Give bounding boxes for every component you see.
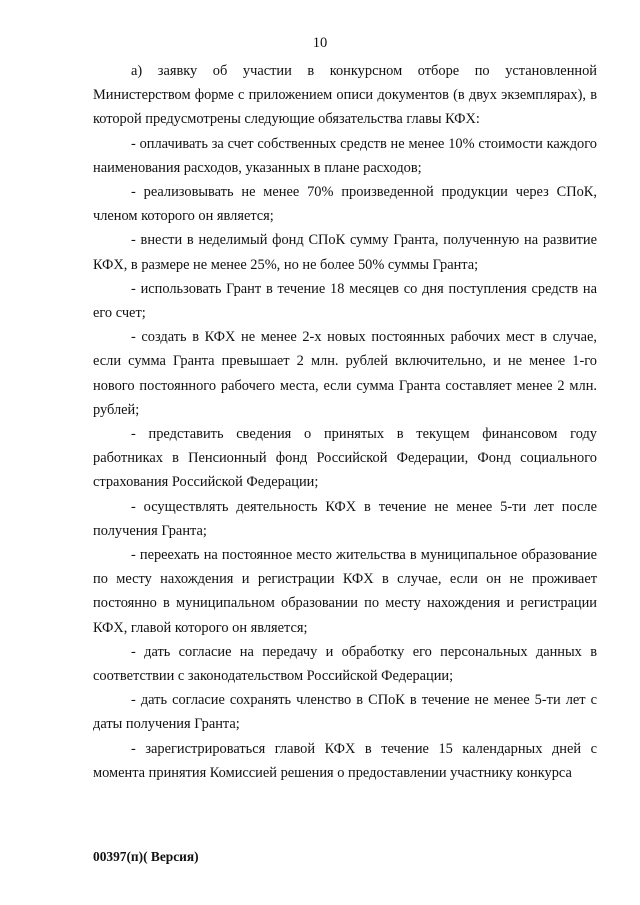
paragraph-cofinancing: - оплачивать за счет собственных средств не менее 10% стоимости каждого наименования расходов, указанных в плане расходов; (93, 135, 597, 176)
paragraph-activity-duration: - осуществлять деятельность КФХ в течение не менее 5-ти лет после получения Гранта; (93, 498, 597, 539)
page-number: 10 (312, 35, 328, 51)
paragraph-new-jobs: - создать в КФХ не менее 2-х новых постоянных рабочих мест в случае, если сумма Гранта превышает 2 млн. рублей включительно, и не менее 1-го нового постоянного рабочего места, если сумма Гранта составляет менее 2 млн. рублей; (93, 329, 597, 418)
paragraph-personal-data-consent: - дать согласие на передачу и обработку его персональных данных в соответствии с законодательством Российской Федерации; (93, 643, 597, 685)
paragraph-grant-usage-period: - использовать Грант в течение 18 месяцев со дня поступления средств на его счет; (93, 280, 597, 322)
document-body (93, 59, 597, 785)
paragraph-application-intro: а) заявку об участии в конкурсном отборе по установленной Министерством форме с приложением описи документов (в двух экземплярах), в которой предусмотрены следующие обязательства главы КФХ: (93, 63, 597, 128)
paragraph-relocation: - переехать на постоянное место жительства в муниципальное образование по месту нахождения и регистрации КФХ в случае, если он не проживает постоянно в муниципальном образовании по месту нахождения и регистрации КФХ, главой которого он является; (93, 547, 597, 636)
paragraph-membership-consent: - дать согласие сохранять членство в СПоК в течение не менее 5-ти лет с даты получения Гранта; (93, 692, 597, 733)
paragraph-employee-reporting: - представить сведения о принятых в текущем финансовом году работниках в Пенсионный фонд Российской Федерации, Фонд социального страхования Российской Федерации; (93, 426, 597, 491)
paragraph-indivisible-fund: - внести в неделимый фонд СПоК сумму Гранта, полученную на развитие КФХ, в размере не менее 25%, но не более 50% суммы Гранта; (93, 232, 597, 273)
footer-document-code: 00397(п)( Версия) (93, 849, 199, 864)
paragraph-sales-through-spok: - реализовывать не менее 70% произведенной продукции через СПоК, членом которого он является; (93, 184, 597, 225)
paragraph-registration: - зарегистрироваться главой КФХ в течение 15 календарных дней с момента принятия Комиссией решения о предоставлении участнику конкурса (93, 740, 597, 781)
